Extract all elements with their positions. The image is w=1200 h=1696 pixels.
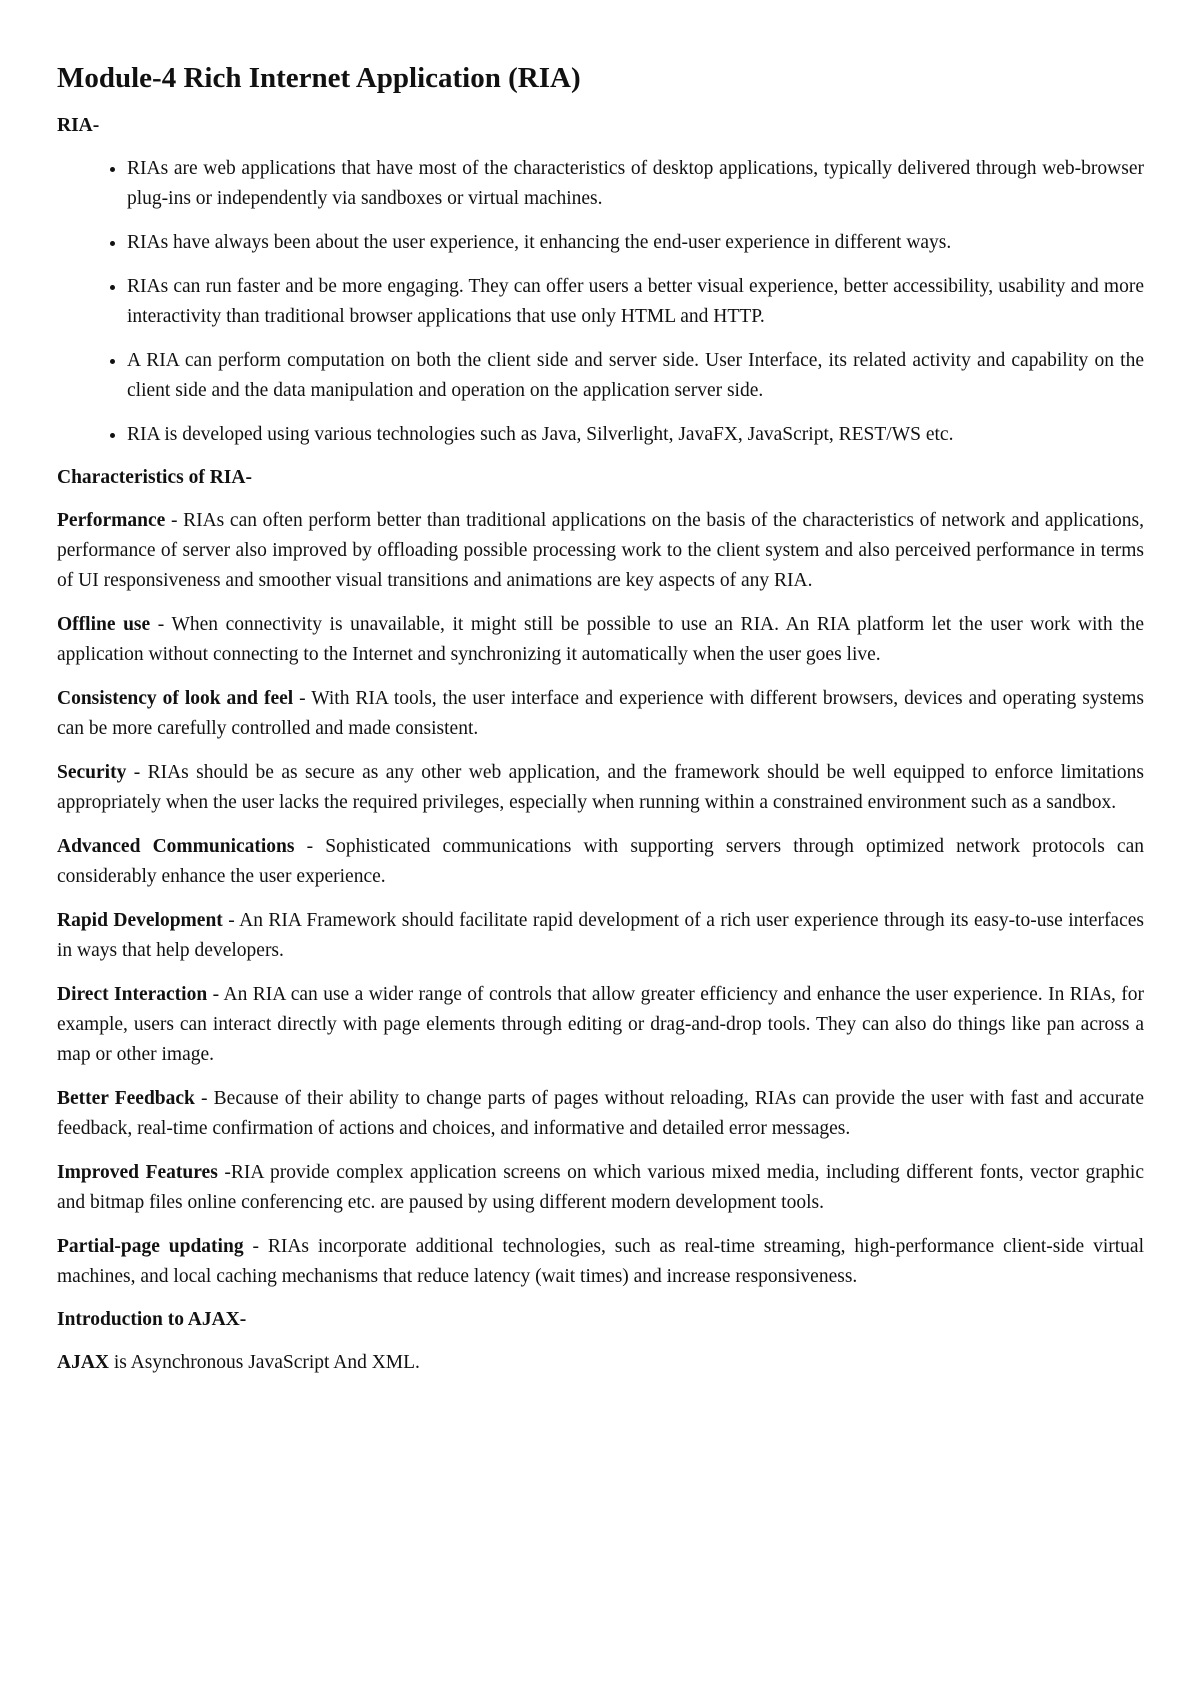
list-item: • A RIA can perform computation on both the client side and server side. User Interface, its related activity and capability on the client side and the data manipulation and operation on the application server side. xyxy=(127,346,1144,406)
characteristic-offline-use xyxy=(57,610,1144,670)
characteristic-better-feedback xyxy=(57,1084,1144,1144)
characteristic-advanced-communications xyxy=(57,832,1144,892)
characteristic-text: - With RIA tools, the user interface and experience with different browsers, devices and operating systems can be more carefully controlled and made consistent. xyxy=(57,688,1144,739)
characteristic-text: - An RIA can use a wider range of controls that allow greater efficiency and enhance the user experience. In RIAs, for example, users can interact directly with page elements through editing or drag-and-drop tools. They can also do things like pan across a map or other image. xyxy=(57,984,1144,1065)
ajax-definition xyxy=(57,1348,1144,1378)
characteristic-rapid-development xyxy=(57,906,1144,966)
characteristic-text: - Sophisticated communications with supporting servers through optimized network protocols can considerably enhance the user experience. xyxy=(57,836,1144,887)
characteristic-text: - RIAs can often perform better than traditional applications on the basis of the characteristics of network and applications, performance of server also improved by offloading possible processing work to the client system and also perceived performance in terms of UI responsiveness and smoother visual transitions and animations are key aspects of any RIA. xyxy=(57,510,1144,591)
list-item: • RIA is developed using various technologies such as Java, Silverlight, JavaFX, JavaScript, REST/WS etc. xyxy=(127,420,1144,450)
characteristic-text: - Because of their ability to change parts of pages without reloading, RIAs can provide the user with fast and accurate feedback, real-time confirmation of actions and choices, and informative and detailed error messages. xyxy=(57,1088,1144,1139)
characteristic-performance xyxy=(57,506,1144,596)
characteristic-term: Performance xyxy=(57,510,166,531)
characteristic-text: - RIAs should be as secure as any other web application, and the framework should be well equipped to enforce limitations appropriately when the user lacks the required privileges, especially when running within a constrained environment such as a sandbox. xyxy=(57,762,1144,813)
list-item: • RIAs have always been about the user experience, it enhancing the end-user experience in different ways. xyxy=(127,228,1144,258)
list-item: • RIAs are web applications that have most of the characteristics of desktop applications, typically delivered through web-browser plug-ins or independently via sandboxes or virtual machines. xyxy=(127,154,1144,214)
characteristic-direct-interaction xyxy=(57,980,1144,1070)
characteristic-term: Advanced Communications xyxy=(57,836,295,857)
characteristic-term: Rapid Development xyxy=(57,910,223,931)
characteristic-term: Consistency of look and feel xyxy=(57,688,294,709)
list-item: • RIAs can run faster and be more engaging. They can offer users a better visual experience, better accessibility, usability and more interactivity than traditional browser applications that use only HTML and HTTP. xyxy=(127,272,1144,332)
ria-bullet-list xyxy=(57,154,1144,450)
characteristic-term: Partial-page updating xyxy=(57,1236,244,1257)
characteristic-text: - An RIA Framework should facilitate rapid development of a rich user experience through its easy-to-use interfaces in ways that help developers. xyxy=(57,910,1144,961)
characteristic-term: Improved Features xyxy=(57,1162,218,1183)
ria-heading: RIA- xyxy=(57,115,100,136)
characteristic-term: Better Feedback xyxy=(57,1088,195,1109)
characteristic-security xyxy=(57,758,1144,818)
ajax-term: AJAX xyxy=(57,1352,109,1373)
characteristic-term: Direct Interaction xyxy=(57,984,208,1005)
characteristic-improved-features xyxy=(57,1158,1144,1218)
page-title: Module-4 Rich Internet Application (RIA) xyxy=(57,62,581,94)
characteristic-consistency xyxy=(57,684,1144,744)
characteristics-heading: Characteristics of RIA- xyxy=(57,467,252,488)
characteristic-text: - When connectivity is unavailable, it might still be possible to use an RIA. An RIA platform let the user work with the application without connecting to the Internet and synchronizing it automatically when the user goes live. xyxy=(57,614,1144,665)
ajax-heading: Introduction to AJAX- xyxy=(57,1309,247,1330)
characteristic-partial-page-updating xyxy=(57,1232,1144,1292)
characteristic-term: Security xyxy=(57,762,127,783)
ajax-text: is Asynchronous JavaScript And XML. xyxy=(109,1352,420,1373)
characteristic-text: -RIA provide complex application screens on which various mixed media, including different fonts, vector graphic and bitmap files online conferencing etc. are paused by using different modern development tools. xyxy=(57,1162,1144,1213)
characteristic-term: Offline use xyxy=(57,614,151,635)
characteristic-text: - RIAs incorporate additional technologies, such as real-time streaming, high-performance client-side virtual machines, and local caching mechanisms that reduce latency (wait times) and increase responsiveness. xyxy=(57,1236,1145,1287)
